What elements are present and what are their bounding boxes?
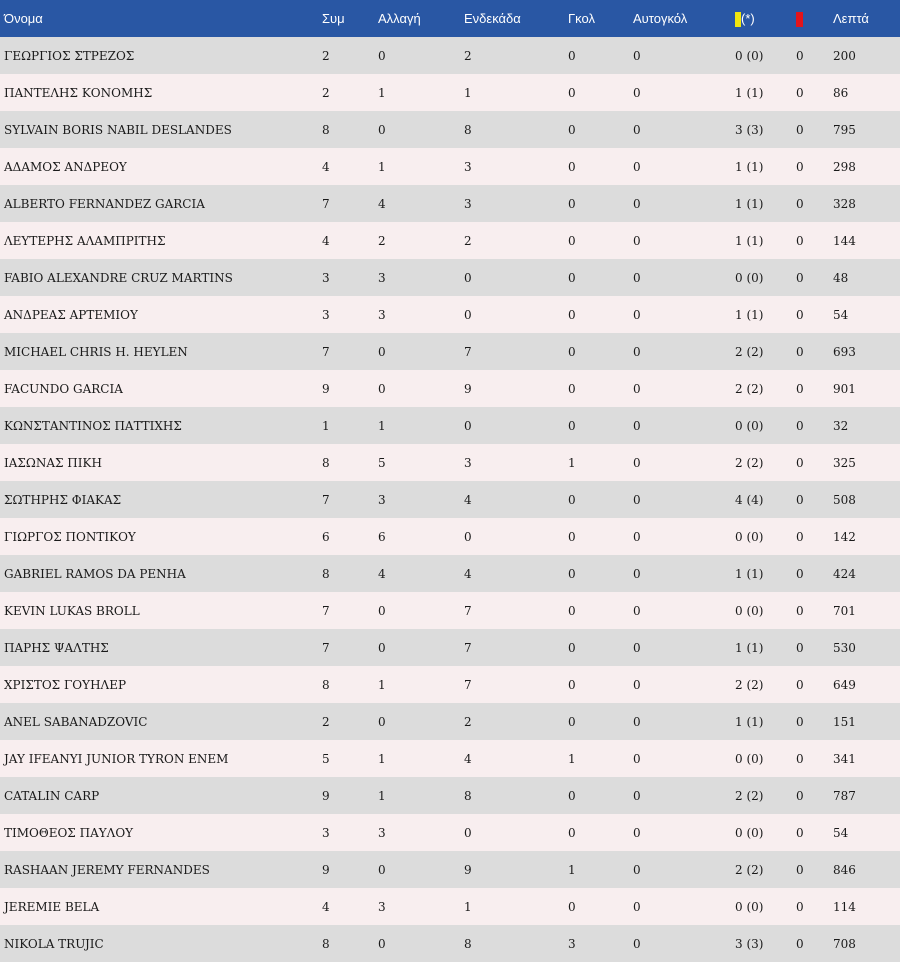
cell-red-cards: 0: [796, 936, 804, 951]
cell-name[interactable]: CATALIN CARP: [4, 788, 100, 803]
cell-yellow-cards: 0 (0): [735, 899, 764, 914]
cell-minutes: 901: [833, 381, 856, 396]
cell-minutes: 144: [833, 233, 856, 248]
cell-yellow-cards: 2 (2): [735, 677, 764, 692]
cell-apps: 3: [322, 270, 330, 285]
cell-red-cards: 0: [796, 48, 804, 63]
cell-apps: 3: [322, 825, 330, 840]
cell-name[interactable]: ALBERTO FERNANDEZ GARCIA: [4, 196, 205, 211]
cell-starting: 1: [464, 85, 472, 100]
cell-starting: 0: [464, 307, 472, 322]
cell-name[interactable]: ΓΙΩΡΓΟΣ ΠΟΝΤΙΚΟΥ: [4, 529, 136, 544]
col-header-sub[interactable]: Αλλαγή: [378, 11, 421, 26]
cell-goals: 1: [568, 455, 576, 470]
cell-yellow-cards: 2 (2): [735, 862, 764, 877]
cell-yellow-cards: 3 (3): [735, 936, 764, 951]
cell-apps: 7: [322, 492, 330, 507]
cell-yellow-cards: 1 (1): [735, 233, 764, 248]
cell-starting: 3: [464, 196, 472, 211]
table-row: [0, 888, 900, 925]
cell-minutes: 86: [833, 85, 849, 100]
cell-goals: 0: [568, 233, 576, 248]
cell-yellow-cards: 1 (1): [735, 196, 764, 211]
cell-goals: 0: [568, 85, 576, 100]
cell-name[interactable]: NIKOLA TRUJIC: [4, 936, 104, 951]
cell-name[interactable]: FABIO ALEXANDRE CRUZ MARTINS: [4, 270, 233, 285]
col-header-red[interactable]: [796, 0, 833, 37]
cell-sub: 3: [378, 899, 386, 914]
cell-red-cards: 0: [796, 825, 804, 840]
cell-sub: 0: [378, 48, 386, 63]
table-row: [0, 666, 900, 703]
cell-minutes: 846: [833, 862, 856, 877]
cell-minutes: 54: [833, 825, 849, 840]
cell-minutes: 693: [833, 344, 856, 359]
cell-starting: 7: [464, 603, 472, 618]
cell-yellow-cards: 0 (0): [735, 603, 764, 618]
cell-name[interactable]: GABRIEL RAMOS DA PENHA: [4, 566, 186, 581]
cell-name[interactable]: FACUNDO GARCIA: [4, 381, 123, 396]
cell-red-cards: 0: [796, 122, 804, 137]
cell-name[interactable]: MICHAEL CHRIS H. HEYLEN: [4, 344, 188, 359]
cell-apps: 7: [322, 640, 330, 655]
cell-yellow-cards: 1 (1): [735, 640, 764, 655]
cell-starting: 9: [464, 862, 472, 877]
cell-minutes: 424: [833, 566, 856, 581]
cell-name[interactable]: KEVIN LUKAS BROLL: [4, 603, 140, 618]
cell-red-cards: 0: [796, 640, 804, 655]
table-row: [0, 148, 900, 185]
cell-apps: 9: [322, 862, 330, 877]
cell-apps: 8: [322, 566, 330, 581]
cell-goals: 0: [568, 714, 576, 729]
cell-sub: 5: [378, 455, 386, 470]
table-row: [0, 74, 900, 111]
cell-name[interactable]: ΚΩΝΣΤΑΝΤΙΝΟΣ ΠΑΤΤΙΧΗΣ: [4, 418, 182, 433]
cell-goals: 0: [568, 677, 576, 692]
table-row: [0, 481, 900, 518]
cell-red-cards: 0: [796, 270, 804, 285]
cell-apps: 9: [322, 381, 330, 396]
cell-sub: 3: [378, 270, 386, 285]
cell-own-goals: 0: [633, 492, 641, 507]
cell-own-goals: 0: [633, 677, 641, 692]
cell-minutes: 787: [833, 788, 856, 803]
cell-own-goals: 0: [633, 862, 641, 877]
cell-apps: 8: [322, 455, 330, 470]
cell-red-cards: 0: [796, 344, 804, 359]
cell-sub: 4: [378, 196, 386, 211]
cell-sub: 1: [378, 788, 386, 803]
cell-starting: 3: [464, 455, 472, 470]
cell-apps: 4: [322, 899, 330, 914]
table-row: [0, 555, 900, 592]
cell-own-goals: 0: [633, 270, 641, 285]
cell-own-goals: 0: [633, 196, 641, 211]
cell-starting: 8: [464, 122, 472, 137]
cell-minutes: 328: [833, 196, 856, 211]
table-row: [0, 703, 900, 740]
table-row: [0, 592, 900, 629]
cell-own-goals: 0: [633, 640, 641, 655]
cell-starting: 2: [464, 233, 472, 248]
cell-sub: 0: [378, 344, 386, 359]
cell-minutes: 701: [833, 603, 856, 618]
cell-red-cards: 0: [796, 159, 804, 174]
cell-red-cards: 0: [796, 603, 804, 618]
cell-own-goals: 0: [633, 751, 641, 766]
cell-yellow-cards: 1 (1): [735, 566, 764, 581]
cell-minutes: 508: [833, 492, 856, 507]
cell-apps: 7: [322, 344, 330, 359]
table-row: [0, 518, 900, 555]
cell-name[interactable]: SYLVAIN BORIS NABIL DESLANDES: [4, 122, 232, 137]
cell-red-cards: 0: [796, 196, 804, 211]
cell-minutes: 298: [833, 159, 856, 174]
cell-own-goals: 0: [633, 788, 641, 803]
cell-name[interactable]: ΤΙΜΟΘΕΟΣ ΠΑΥΛΟΥ: [4, 825, 134, 840]
cell-minutes: 48: [833, 270, 849, 285]
cell-goals: 0: [568, 159, 576, 174]
col-header-name[interactable]: Όνομα: [4, 11, 43, 26]
cell-name[interactable]: JEREMIE BELA: [4, 899, 100, 914]
cell-apps: 6: [322, 529, 330, 544]
table-row: [0, 259, 900, 296]
table-row: [0, 444, 900, 481]
table-row: [0, 814, 900, 851]
cell-name[interactable]: ΙΑΣΩΝΑΣ ΠΙΚΗ: [4, 455, 102, 470]
cell-red-cards: 0: [796, 455, 804, 470]
cell-own-goals: 0: [633, 344, 641, 359]
cell-starting: 7: [464, 640, 472, 655]
cell-yellow-cards: 1 (1): [735, 85, 764, 100]
cell-own-goals: 0: [633, 381, 641, 396]
cell-name[interactable]: ΑΝΔΡΕΑΣ ΑΡΤΕΜΙΟΥ: [4, 307, 138, 322]
cell-apps: 2: [322, 48, 330, 63]
cell-apps: 8: [322, 936, 330, 951]
cell-red-cards: 0: [796, 862, 804, 877]
cell-sub: 1: [378, 677, 386, 692]
cell-starting: 2: [464, 48, 472, 63]
cell-name[interactable]: ΠΑΝΤΕΛΗΣ ΚΟΝΟΜΗΣ: [4, 85, 153, 100]
cell-starting: 1: [464, 899, 472, 914]
cell-own-goals: 0: [633, 122, 641, 137]
cell-red-cards: 0: [796, 492, 804, 507]
cell-red-cards: 0: [796, 751, 804, 766]
cell-red-cards: 0: [796, 788, 804, 803]
cell-starting: 4: [464, 566, 472, 581]
cell-apps: 4: [322, 159, 330, 174]
table-header-row: [0, 0, 900, 37]
cell-yellow-cards: 0 (0): [735, 825, 764, 840]
table-row: [0, 370, 900, 407]
red-card-icon: [796, 12, 803, 27]
cell-red-cards: 0: [796, 307, 804, 322]
cell-yellow-cards: 0 (0): [735, 48, 764, 63]
cell-minutes: 54: [833, 307, 849, 322]
cell-yellow-cards: 2 (2): [735, 455, 764, 470]
cell-name[interactable]: ΠΑΡΗΣ ΨΑΛΤΗΣ: [4, 640, 109, 655]
cell-own-goals: 0: [633, 529, 641, 544]
cell-red-cards: 0: [796, 677, 804, 692]
cell-apps: 5: [322, 751, 330, 766]
cell-name[interactable]: ΛΕΥΤΕΡΗΣ ΑΛΑΜΠΡΙΤΗΣ: [4, 233, 166, 248]
cell-apps: 8: [322, 677, 330, 692]
cell-name[interactable]: ΧΡΙΣΤΟΣ ΓΟΥΗΛΕΡ: [4, 677, 127, 692]
cell-sub: 0: [378, 640, 386, 655]
table-row: [0, 740, 900, 777]
cell-sub: 1: [378, 85, 386, 100]
cell-starting: 0: [464, 418, 472, 433]
table-row: [0, 925, 900, 962]
cell-name[interactable]: ΣΩΤΗΡΗΣ ΦΙΑΚΑΣ: [4, 492, 122, 507]
col-header-minutes[interactable]: Λεπτά: [833, 11, 869, 26]
cell-name[interactable]: ΓΕΩΡΓΙΟΣ ΣΤΡΕΖΟΣ: [4, 48, 135, 63]
cell-starting: 7: [464, 677, 472, 692]
cell-sub: 4: [378, 566, 386, 581]
table-row: [0, 333, 900, 370]
cell-goals: 0: [568, 603, 576, 618]
cell-yellow-cards: 1 (1): [735, 714, 764, 729]
table-row: [0, 37, 900, 74]
cell-sub: 0: [378, 862, 386, 877]
cell-goals: 0: [568, 381, 576, 396]
cell-goals: 0: [568, 492, 576, 507]
cell-minutes: 795: [833, 122, 856, 137]
cell-own-goals: 0: [633, 603, 641, 618]
cell-sub: 0: [378, 714, 386, 729]
cell-goals: 0: [568, 788, 576, 803]
cell-red-cards: 0: [796, 566, 804, 581]
cell-goals: 1: [568, 751, 576, 766]
cell-minutes: 530: [833, 640, 856, 655]
cell-goals: 0: [568, 529, 576, 544]
cell-yellow-cards: 0 (0): [735, 529, 764, 544]
cell-minutes: 142: [833, 529, 856, 544]
cell-red-cards: 0: [796, 381, 804, 396]
cell-minutes: 151: [833, 714, 856, 729]
cell-sub: 0: [378, 936, 386, 951]
cell-yellow-cards: 0 (0): [735, 418, 764, 433]
cell-apps: 9: [322, 788, 330, 803]
cell-own-goals: 0: [633, 899, 641, 914]
cell-starting: 9: [464, 381, 472, 396]
cell-starting: 7: [464, 344, 472, 359]
cell-own-goals: 0: [633, 48, 641, 63]
cell-apps: 4: [322, 233, 330, 248]
cell-red-cards: 0: [796, 85, 804, 100]
cell-sub: 1: [378, 751, 386, 766]
cell-yellow-cards: 0 (0): [735, 270, 764, 285]
cell-own-goals: 0: [633, 455, 641, 470]
table-row: [0, 407, 900, 444]
cell-goals: 3: [568, 936, 576, 951]
cell-own-goals: 0: [633, 159, 641, 174]
cell-minutes: 708: [833, 936, 856, 951]
cell-goals: 0: [568, 566, 576, 581]
cell-yellow-cards: 0 (0): [735, 751, 764, 766]
cell-red-cards: 0: [796, 418, 804, 433]
cell-starting: 4: [464, 492, 472, 507]
cell-goals: 0: [568, 48, 576, 63]
cell-red-cards: 0: [796, 899, 804, 914]
cell-starting: 3: [464, 159, 472, 174]
cell-name[interactable]: JAY IFEANYI JUNIOR TYRON ENEM: [4, 751, 229, 766]
cell-sub: 2: [378, 233, 386, 248]
cell-sub: 0: [378, 381, 386, 396]
table-row: [0, 296, 900, 333]
cell-sub: 1: [378, 418, 386, 433]
cell-apps: 1: [322, 418, 330, 433]
table-row: [0, 777, 900, 814]
cell-starting: 4: [464, 751, 472, 766]
cell-minutes: 32: [833, 418, 849, 433]
cell-sub: 1: [378, 159, 386, 174]
col-header-goals[interactable]: Γκολ: [568, 11, 595, 26]
table-row: [0, 111, 900, 148]
cell-goals: 0: [568, 825, 576, 840]
yellow-header-suffix: (*): [741, 11, 755, 27]
cell-name[interactable]: ΑΔΑΜΟΣ ΑΝΔΡΕΟΥ: [4, 159, 127, 174]
cell-own-goals: 0: [633, 566, 641, 581]
cell-own-goals: 0: [633, 825, 641, 840]
cell-name[interactable]: RASHAAN JEREMY FERNANDES: [4, 862, 210, 877]
cell-yellow-cards: 3 (3): [735, 122, 764, 137]
cell-minutes: 649: [833, 677, 856, 692]
table-row: [0, 629, 900, 666]
cell-red-cards: 0: [796, 233, 804, 248]
cell-yellow-cards: 1 (1): [735, 159, 764, 174]
cell-sub: 3: [378, 307, 386, 322]
cell-apps: 8: [322, 122, 330, 137]
cell-goals: 0: [568, 270, 576, 285]
col-header-yellow[interactable]: [735, 0, 796, 37]
cell-goals: 1: [568, 862, 576, 877]
cell-sub: 3: [378, 492, 386, 507]
cell-own-goals: 0: [633, 418, 641, 433]
col-header-starting[interactable]: Ενδεκάδα: [464, 11, 521, 26]
cell-goals: 0: [568, 899, 576, 914]
cell-starting: 0: [464, 270, 472, 285]
cell-goals: 0: [568, 640, 576, 655]
cell-apps: 2: [322, 714, 330, 729]
cell-apps: 2: [322, 85, 330, 100]
cell-minutes: 200: [833, 48, 856, 63]
cell-own-goals: 0: [633, 936, 641, 951]
cell-name[interactable]: ANEL SABANADZOVIC: [4, 714, 148, 729]
cell-own-goals: 0: [633, 233, 641, 248]
cell-sub: 6: [378, 529, 386, 544]
table-body: [0, 37, 900, 962]
cell-red-cards: 0: [796, 529, 804, 544]
cell-minutes: 325: [833, 455, 856, 470]
cell-sub: 0: [378, 603, 386, 618]
cell-red-cards: 0: [796, 714, 804, 729]
cell-own-goals: 0: [633, 85, 641, 100]
cell-apps: 3: [322, 307, 330, 322]
cell-goals: 0: [568, 307, 576, 322]
cell-starting: 2: [464, 714, 472, 729]
table-row: [0, 222, 900, 259]
cell-own-goals: 0: [633, 714, 641, 729]
cell-minutes: 341: [833, 751, 856, 766]
cell-own-goals: 0: [633, 307, 641, 322]
cell-sub: 0: [378, 122, 386, 137]
cell-yellow-cards: 2 (2): [735, 381, 764, 396]
cell-goals: 0: [568, 344, 576, 359]
cell-goals: 0: [568, 418, 576, 433]
cell-yellow-cards: 2 (2): [735, 788, 764, 803]
cell-yellow-cards: 2 (2): [735, 344, 764, 359]
cell-starting: 0: [464, 529, 472, 544]
cell-starting: 0: [464, 825, 472, 840]
col-header-own-goals[interactable]: Αυτογκόλ: [633, 11, 688, 26]
cell-apps: 7: [322, 603, 330, 618]
cell-apps: 7: [322, 196, 330, 211]
cell-goals: 0: [568, 122, 576, 137]
cell-starting: 8: [464, 788, 472, 803]
cell-yellow-cards: 1 (1): [735, 307, 764, 322]
cell-goals: 0: [568, 196, 576, 211]
cell-yellow-cards: 4 (4): [735, 492, 764, 507]
table-row: [0, 851, 900, 888]
cell-minutes: 114: [833, 899, 856, 914]
cell-starting: 8: [464, 936, 472, 951]
cell-sub: 3: [378, 825, 386, 840]
col-header-apps[interactable]: Συμ: [322, 11, 345, 26]
table-row: [0, 185, 900, 222]
